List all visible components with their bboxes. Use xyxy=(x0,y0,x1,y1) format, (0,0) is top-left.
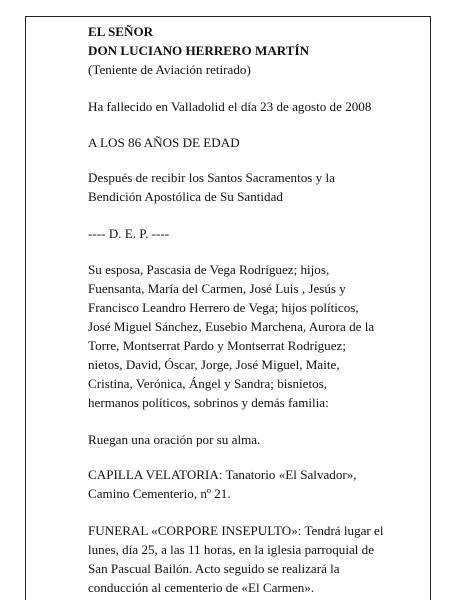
dep-block xyxy=(88,224,430,243)
death-notice-line: Ha fallecido en Valladolid el día 23 de agosto de 2008 xyxy=(88,99,372,114)
family-line-5: Torre, Montserrat Pardo y Montserrat Rodríguez; xyxy=(88,338,346,353)
chapel-block xyxy=(88,465,430,503)
family-line-6: nietos, David, Óscar, Jorge, José Miguel, Maite, xyxy=(88,357,340,372)
family-line-4: José Miguel Sánchez, Eusebio Marchena, Aurora de la xyxy=(88,319,375,334)
header-block xyxy=(88,22,430,60)
family-line-1: Su esposa, Pascasia de Vega Rodríguez; hijos, xyxy=(88,262,330,277)
prayer-request-line: Ruegan una oración por su alma. xyxy=(88,432,261,447)
prayer-request-block xyxy=(88,430,430,449)
family-block xyxy=(88,260,430,412)
funeral-line-3: San Pascual Bailón. Acto seguido se realizará la xyxy=(88,561,340,576)
funeral-line-2: lunes, día 25, a las 11 horas, en la iglesia parroquial de xyxy=(88,542,375,557)
header-line-1: EL SEÑOR xyxy=(88,24,154,39)
chapel-line-2: Camino Cementerio, nº 21. xyxy=(88,486,231,501)
death-notice-block xyxy=(88,97,430,116)
family-line-7: Cristina, Verónica, Ángel y Sandra; bisnietos, xyxy=(88,376,328,391)
sacraments-line-1: Después de recibir los Santos Sacramentos y la xyxy=(88,170,335,185)
chapel-line-1: CAPILLA VELATORIA: Tanatorio «El Salvador», xyxy=(88,467,357,482)
age-notice-line: A LOS 86 AÑOS DE EDAD xyxy=(88,135,240,150)
sacraments-block xyxy=(88,168,430,206)
funeral-line-1: FUNERAL «CORPORE INSEPULTO»: Tendrá lugar el xyxy=(88,523,384,538)
header-line-2: DON LUCIANO HERRERO MARTÍN xyxy=(88,43,310,58)
subtitle-block xyxy=(88,60,430,79)
funeral-block xyxy=(88,521,430,597)
family-line-3: Francisco Leandro Herrero de Vega; hijos políticos, xyxy=(88,300,359,315)
family-line-8: hermanos políticos, sobrinos y demás familia: xyxy=(88,395,329,410)
obituary-content xyxy=(88,22,430,597)
family-line-2: Fuensanta, María del Carmen, José Luis , Jesús y xyxy=(88,281,346,296)
funeral-line-4: conducción al cementerio de «El Carmen». xyxy=(88,580,315,595)
sacraments-line-2: Bendición Apostólica de Su Santidad xyxy=(88,189,283,204)
subtitle-line: (Teniente de Aviación retirado) xyxy=(88,62,251,77)
dep-line: ---- D. E. P. ---- xyxy=(88,226,170,241)
age-notice-block xyxy=(88,133,430,152)
